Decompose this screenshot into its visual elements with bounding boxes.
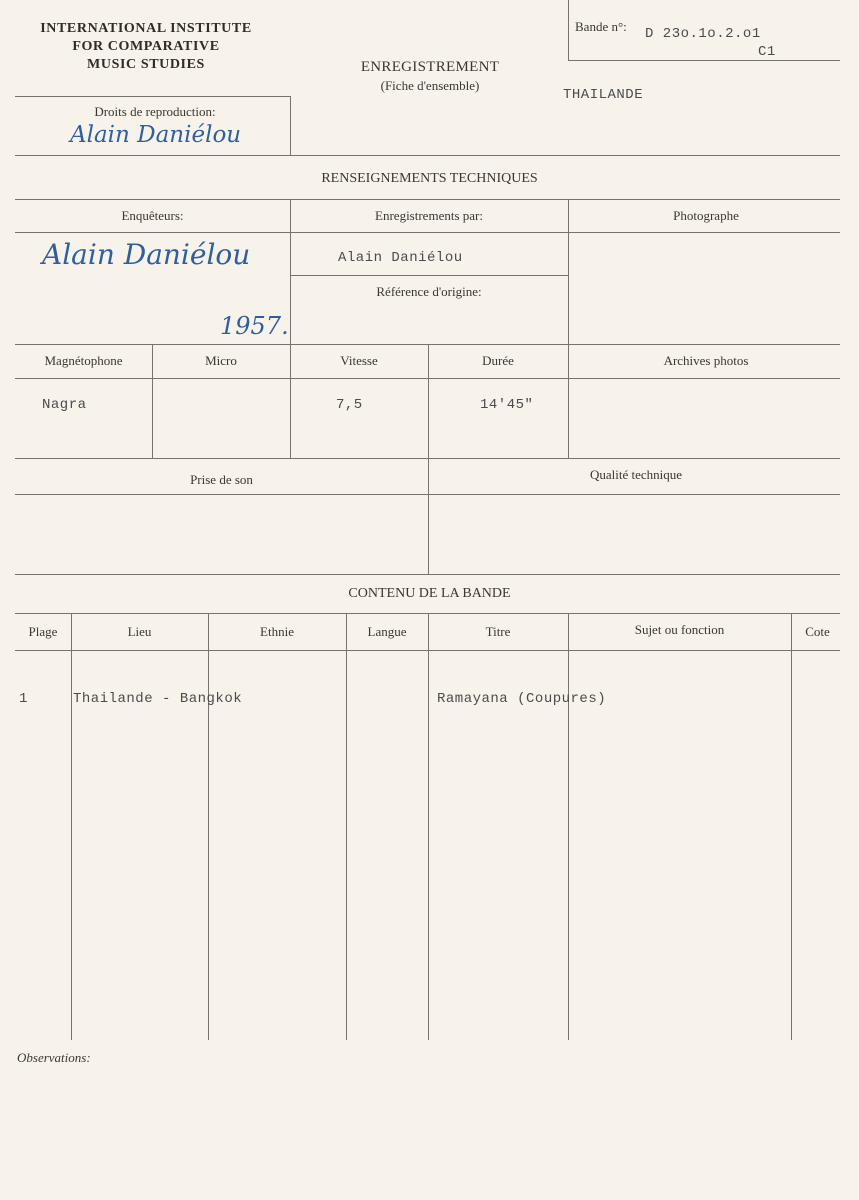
institute-name bbox=[15, 20, 277, 74]
reference-label: Référence d'origine: bbox=[376, 284, 482, 299]
observations-label: Observations: bbox=[17, 1050, 91, 1065]
duree-label: Durée bbox=[482, 353, 514, 368]
prise-de-son-label: Prise de son bbox=[190, 472, 253, 487]
qualite-technique-label: Qualité technique bbox=[589, 467, 683, 482]
rule-contents-col-1 bbox=[71, 613, 72, 1040]
recording-year: 1957. bbox=[220, 312, 289, 340]
technical-section-title: RENSEIGNEMENTS TECHNIQUES bbox=[321, 171, 538, 186]
rule-prise-col bbox=[428, 458, 429, 574]
rule-tech-col-2 bbox=[568, 199, 569, 345]
form-title: ENREGISTREMENT bbox=[360, 59, 500, 75]
rule-tech-header-top bbox=[15, 199, 840, 200]
form-subtitle: (Fiche d'ensemble) bbox=[380, 78, 480, 93]
col-lieu-header: Lieu bbox=[127, 624, 152, 639]
rule-equipment-col-1 bbox=[152, 344, 153, 458]
bande-suffix: C1 bbox=[758, 44, 776, 60]
rights-box-top-border bbox=[15, 96, 290, 97]
row-lieu: Thailande - Bangkok bbox=[73, 691, 243, 707]
bande-label: Bande n°: bbox=[575, 19, 627, 34]
bande-box-bottom-border bbox=[568, 60, 840, 61]
enregistrements-label: Enregistrements par: bbox=[375, 208, 483, 223]
rule-contents-col-2 bbox=[208, 613, 209, 1040]
photographe-label: Photographe bbox=[673, 208, 739, 223]
rule-contents-col-3 bbox=[346, 613, 347, 1040]
rights-label: Droits de reproduction: bbox=[94, 104, 216, 119]
vitesse-label: Vitesse bbox=[340, 353, 378, 368]
rule-equipment-col-2 bbox=[290, 344, 291, 458]
magnetophone-label: Magnétophone bbox=[44, 353, 123, 368]
row-plage: 1 bbox=[19, 691, 28, 707]
col-sujet-header: Sujet ou fonction bbox=[634, 622, 725, 637]
rule-equipment-col-4 bbox=[568, 344, 569, 458]
rule-prise-bottom bbox=[15, 574, 840, 575]
enqueteurs-label: Enquêteurs: bbox=[121, 208, 184, 223]
micro-label: Micro bbox=[205, 353, 237, 368]
country-value: THAILANDE bbox=[563, 87, 644, 103]
institute-line-3: MUSIC STUDIES bbox=[87, 57, 205, 72]
duree-value: 14'45" bbox=[480, 397, 534, 413]
rule-tech-col-1 bbox=[290, 199, 291, 345]
institute-line-2: FOR COMPARATIVE bbox=[72, 39, 220, 54]
enqueteurs-signature: Alain Daniélou bbox=[42, 238, 251, 271]
bande-box-left-border bbox=[568, 0, 569, 60]
rights-signature: Alain Daniélou bbox=[70, 122, 242, 148]
rule-contents-col-6 bbox=[791, 613, 792, 1040]
archives-photos-label: Archives photos bbox=[663, 353, 749, 368]
bande-number: D 23o.1o.2.o1 bbox=[645, 26, 761, 42]
rule-contents-col-4 bbox=[428, 613, 429, 1040]
row-titre: Ramayana (Coupures) bbox=[437, 691, 607, 707]
magnetophone-value: Nagra bbox=[42, 397, 87, 413]
enregistrements-value: Alain Daniélou bbox=[338, 250, 463, 266]
institute-line-1: INTERNATIONAL INSTITUTE bbox=[40, 21, 252, 36]
vitesse-value: 7,5 bbox=[336, 397, 363, 413]
col-cote-header: Cote bbox=[805, 624, 830, 639]
rule-contents-col-5 bbox=[568, 613, 569, 1040]
rule-tech-header-bottom bbox=[15, 232, 840, 233]
contents-section-title: CONTENU DE LA BANDE bbox=[348, 586, 511, 601]
col-plage-header: Plage bbox=[28, 624, 58, 639]
col-titre-header: Titre bbox=[485, 624, 511, 639]
col-langue-header: Langue bbox=[367, 624, 407, 639]
rights-box-right-border bbox=[290, 96, 291, 155]
rule-equipment-col-3 bbox=[428, 344, 429, 458]
rule-enregistrements-underline bbox=[290, 275, 568, 276]
rule-tech-top bbox=[15, 155, 840, 156]
col-ethnie-header: Ethnie bbox=[260, 624, 294, 639]
